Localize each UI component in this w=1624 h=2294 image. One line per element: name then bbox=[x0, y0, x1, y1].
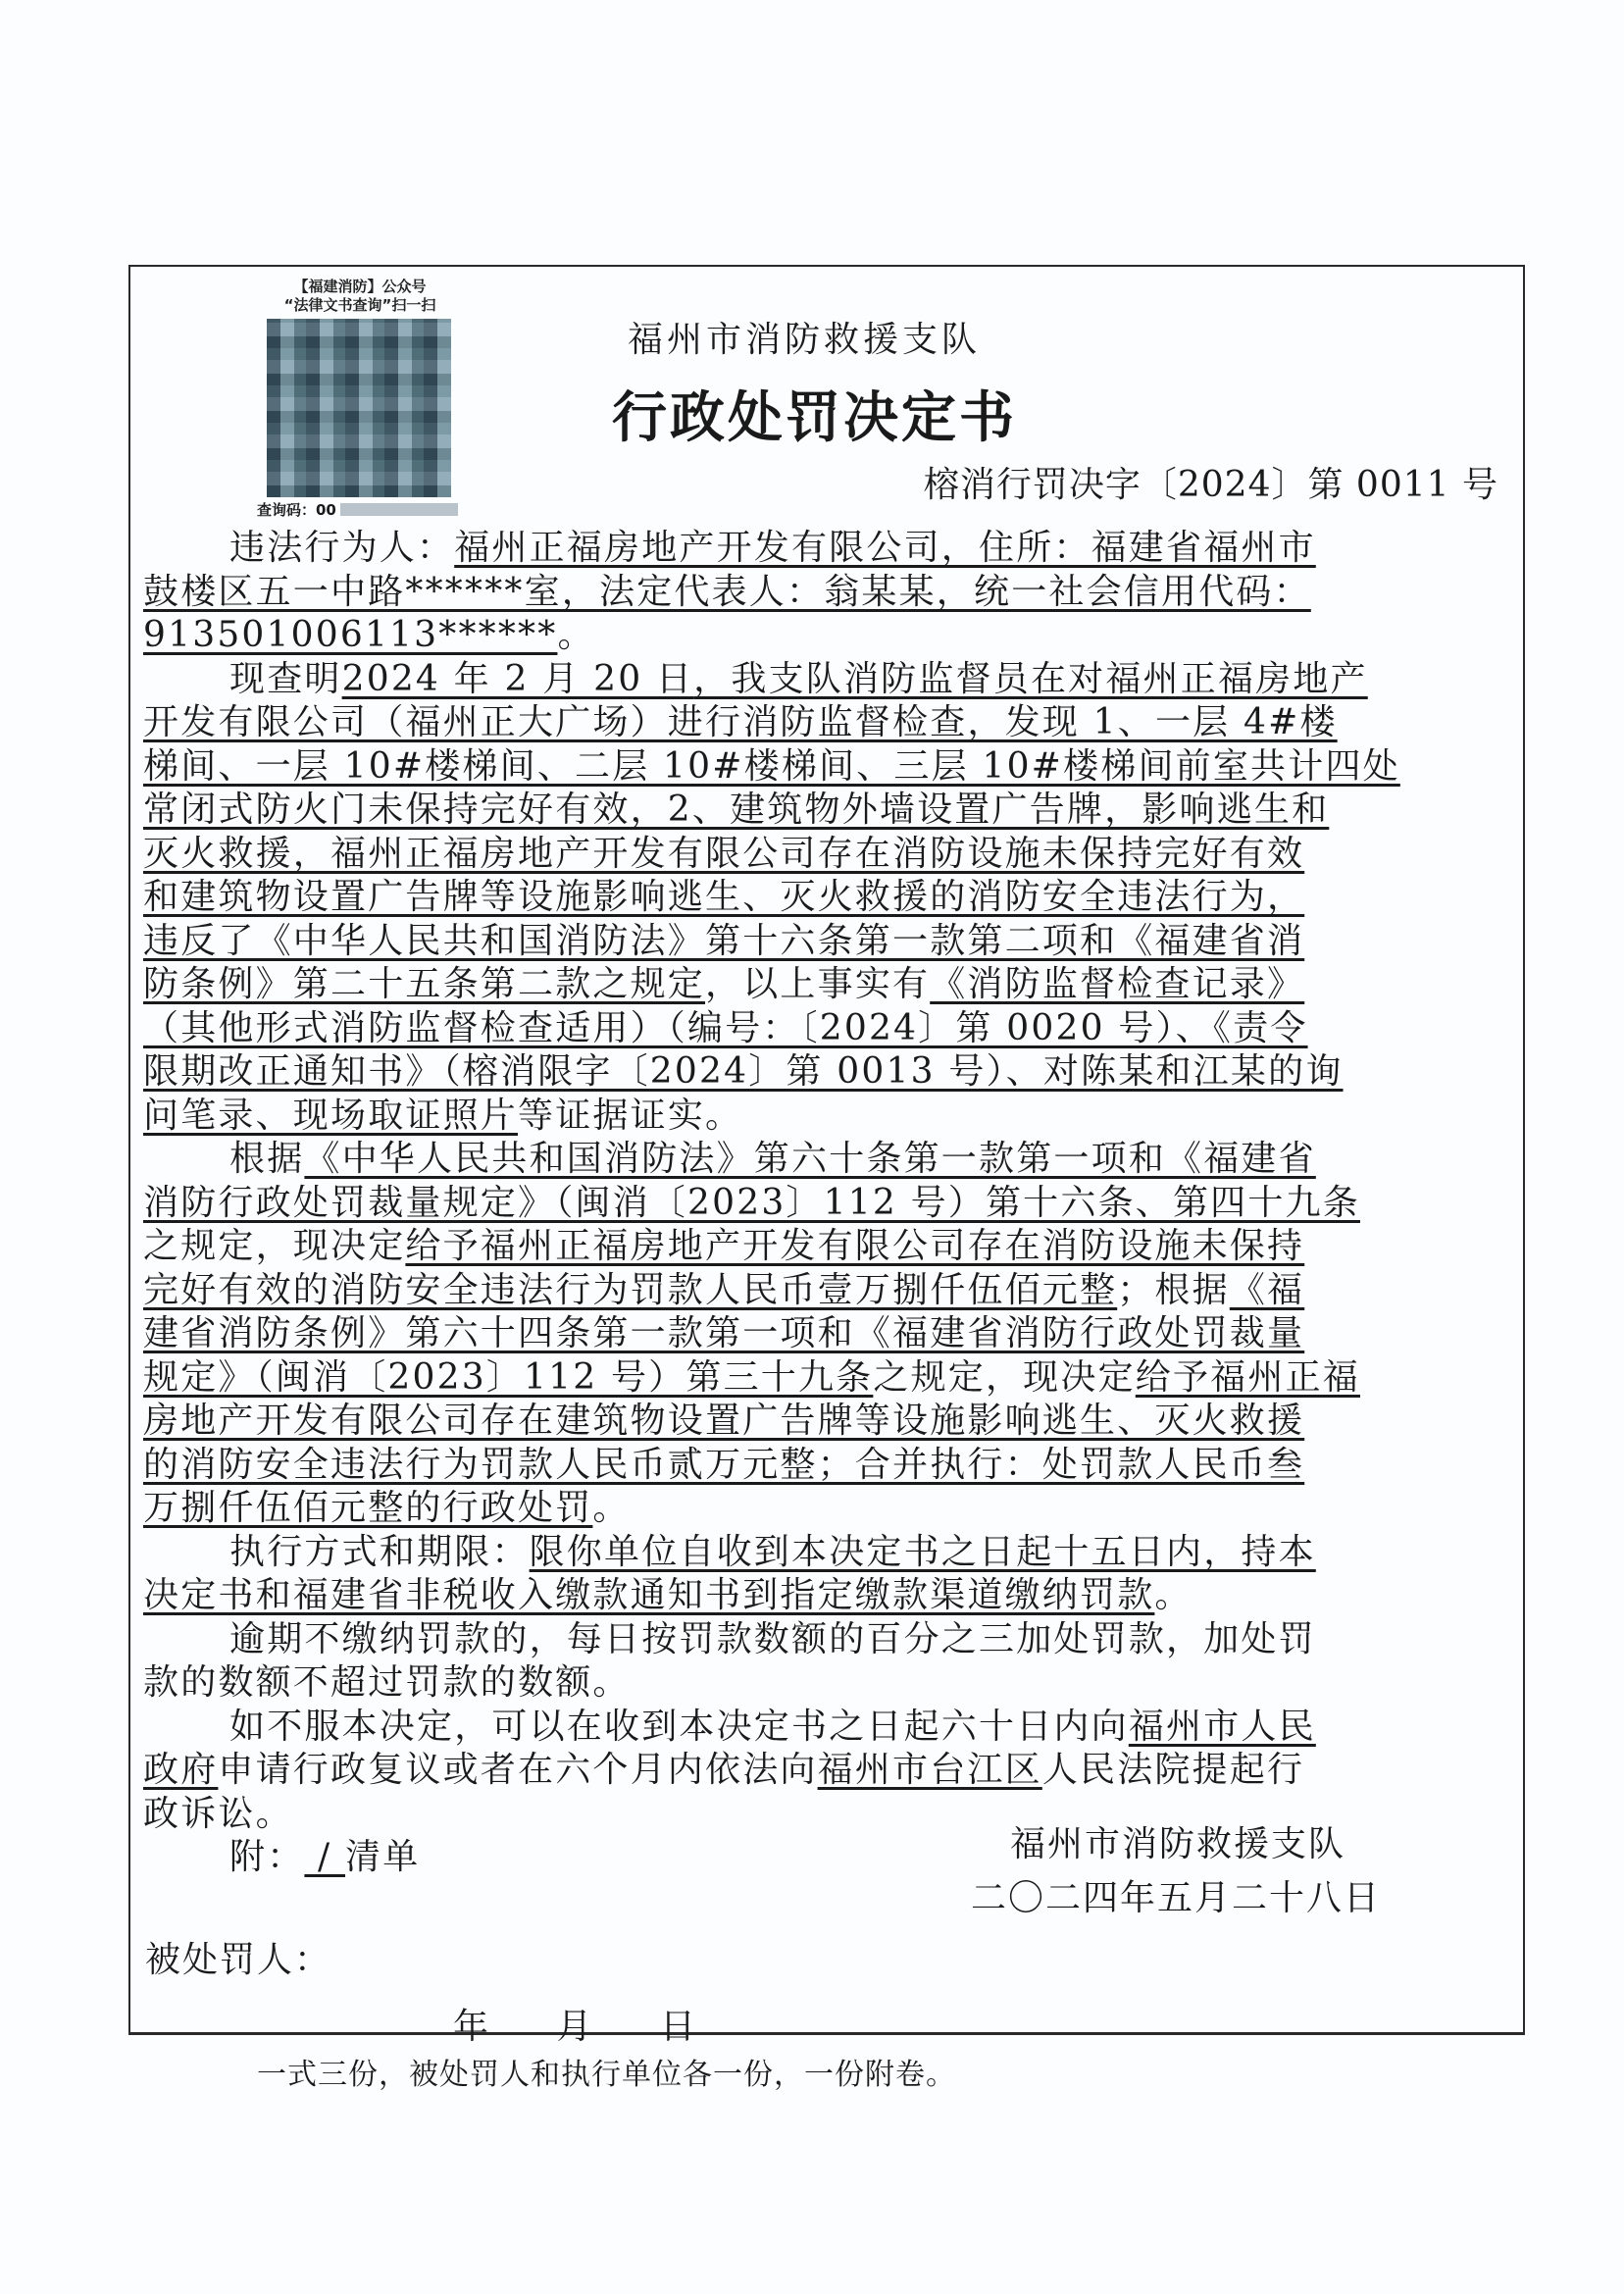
qr-code-icon[interactable] bbox=[267, 319, 451, 497]
body-line bbox=[143, 1225, 1516, 1269]
body-text-segment: 之规定，现决定 bbox=[873, 1356, 1136, 1398]
underlined-text: 防条例》第二十五条第二款之规定 bbox=[143, 964, 706, 1004]
body-line bbox=[143, 571, 1516, 615]
underlined-text: 给予福州正福房地产开发有限公司存在消防设施未保持 bbox=[405, 1226, 1305, 1266]
underlined-text: 的消防安全违法行为罚款人民币贰万元整；合并执行：处罚款人民币叁 bbox=[143, 1444, 1305, 1485]
body-text-segment: 。 bbox=[592, 1488, 631, 1528]
body-line bbox=[143, 1050, 1516, 1095]
body-text-segment: 逾期不缴纳罚款的，每日按罚款数额的百分之三加处罚款，加处罚 bbox=[229, 1618, 1316, 1659]
body-line bbox=[143, 1487, 1516, 1531]
body-line bbox=[143, 1269, 1516, 1313]
underlined-text: 建省消防条例》第六十四条第一款第一项和《福建省消防行政处罚裁量 bbox=[143, 1313, 1305, 1353]
underlined-text: 2024 年 2 月 20 日 bbox=[341, 658, 694, 699]
underlined-text: 梯间、一层 10#楼梯间、二层 10#楼梯间、三层 10#楼梯间前室共计四处 bbox=[143, 745, 1400, 787]
body-line bbox=[143, 1312, 1516, 1356]
underlined-text: 违反了《中华人民共和国消防法》第十六条第一款第二项和《福建省消 bbox=[143, 920, 1305, 961]
body-line bbox=[143, 1400, 1516, 1444]
qr-query-code bbox=[257, 499, 463, 520]
signature-block bbox=[971, 1816, 1382, 1920]
body-line bbox=[143, 1574, 1516, 1618]
recipient-date bbox=[453, 1999, 752, 2049]
body-text-segment: ，以上事实有 bbox=[705, 964, 931, 1004]
underlined-text: 常闭式防火门未保持完好有效，2、建筑物外墙设置广告牌，影响逃生和 bbox=[143, 790, 1330, 830]
body-line bbox=[143, 1618, 1516, 1662]
body-line bbox=[143, 1182, 1516, 1226]
body-line bbox=[143, 1444, 1516, 1488]
underlined-text: 《中华人民共和国消防法》第六十条第一款第一项和《福建省 bbox=[304, 1139, 1316, 1179]
body-text-segment: 款的数额不超过罚款的数额。 bbox=[143, 1662, 631, 1703]
underlined-text: 灭火救援，福州正福房地产开发有限公司存在消防设施未保持完好有效 bbox=[143, 833, 1305, 874]
body-text-segment: ；根据 bbox=[1117, 1269, 1230, 1310]
underlined-text: 限你单位自收到本决定书之日起十五日内，持本 bbox=[529, 1531, 1316, 1572]
underlined-text: 913501006113****** bbox=[143, 615, 558, 655]
underlined-text: 完好有效的消防安全违法行为罚款人民币壹万捌仟伍佰元整 bbox=[143, 1269, 1118, 1310]
underlined-text: 给予福州正福 bbox=[1135, 1356, 1360, 1398]
body-line bbox=[143, 1356, 1516, 1401]
underlined-text: 福州正福房地产开发有限公司，住所：福建省福州市 bbox=[454, 528, 1316, 568]
body-line bbox=[143, 1007, 1516, 1051]
underlined-text: 福州市台江区 bbox=[817, 1750, 1042, 1790]
decision-body bbox=[143, 527, 1516, 1880]
underlined-text: 问笔录、现场取证照片 bbox=[143, 1095, 519, 1136]
body-text-segment: 。 bbox=[557, 615, 595, 655]
recipient-date-day: 日 bbox=[659, 2007, 695, 2047]
body-line bbox=[143, 1749, 1516, 1793]
underlined-text: 限期改正通知书》（榕消限字〔2024〕第 0013 号）、对陈某和江某的询 bbox=[143, 1051, 1344, 1092]
body-text-segment: 执行方式和期限： bbox=[229, 1531, 530, 1572]
body-line bbox=[143, 833, 1516, 877]
qr-caption-line1: 【福建消防】公众号 bbox=[293, 278, 427, 295]
document-number: 榕消行罚决字〔2024〕第 0011 号 bbox=[923, 465, 1498, 505]
underlined-text: 政府 bbox=[143, 1750, 219, 1790]
body-line bbox=[143, 527, 1516, 571]
body-line bbox=[143, 963, 1516, 1007]
underlined-text: 《消防监督检查记录》 bbox=[930, 964, 1305, 1004]
qr-caption-line2: “法律文书查询”扫一扫 bbox=[283, 296, 436, 314]
body-text-segment: 如不服本决定，可以在收到本决定书之日起六十日内向 bbox=[229, 1706, 1129, 1747]
underlined-text: 决定书和福建省非税收入缴款通知书到指定缴款渠道缴纳罚款 bbox=[143, 1575, 1155, 1615]
body-line bbox=[143, 614, 1516, 658]
body-text-segment: 等证据证实。 bbox=[518, 1095, 743, 1136]
body-line bbox=[143, 1661, 1516, 1706]
body-text-segment: 之规定，现决定 bbox=[143, 1226, 406, 1266]
body-text-segment: 申请行政复议或者在六个月内依法向 bbox=[218, 1750, 818, 1790]
body-text-segment: 政诉讼。 bbox=[143, 1793, 293, 1834]
underlined-text: ，我支队消防监督员在对福州正福房地产 bbox=[693, 658, 1368, 699]
body-text-segment: 。 bbox=[1154, 1575, 1193, 1615]
underlined-text: 《福 bbox=[1229, 1269, 1305, 1310]
body-line bbox=[143, 876, 1516, 920]
qr-block bbox=[257, 278, 463, 520]
body-line bbox=[143, 1531, 1516, 1575]
body-text-segment: 清单 bbox=[345, 1837, 421, 1877]
body-text-segment: 违法行为人： bbox=[229, 528, 455, 568]
copies-footnote: 一式三份，被处罚人和执行单位各一份，一份附卷。 bbox=[257, 2058, 956, 2092]
document-title: 行政处罚决定书 bbox=[612, 385, 1017, 450]
redacted-mask bbox=[340, 503, 458, 516]
underlined-text: 房地产开发有限公司存在建筑物设置广告牌等设施影响逃生、灭火救援 bbox=[143, 1401, 1305, 1441]
body-line bbox=[143, 1095, 1516, 1139]
recipient-label: 被处罚人： bbox=[145, 1940, 332, 1980]
body-line bbox=[143, 745, 1516, 790]
underlined-text: 开发有限公司（福州正大广场）进行消防监督检查，发现 1、一层 4#楼 bbox=[143, 702, 1338, 742]
body-line bbox=[143, 1706, 1516, 1750]
body-text-segment: 现查明 bbox=[229, 658, 342, 699]
underlined-text: / bbox=[304, 1837, 346, 1877]
body-line bbox=[143, 789, 1516, 833]
body-text-segment: 人民法院提起行 bbox=[1041, 1750, 1305, 1790]
underlined-text: 规定》（闽消〔2023〕112 号）第三十九条 bbox=[143, 1356, 874, 1398]
body-line bbox=[143, 701, 1516, 745]
signature-agency: 福州市消防救援支队 bbox=[1010, 1824, 1346, 1864]
underlined-text: 万捌仟伍佰元整的行政处罚 bbox=[143, 1488, 593, 1528]
body-line bbox=[143, 920, 1516, 964]
underlined-text: 鼓楼区五一中路******室，法定代表人：翁某某，统一社会信用代码： bbox=[143, 571, 1311, 612]
recipient-date-month: 月 bbox=[556, 2007, 592, 2047]
body-line bbox=[143, 658, 1516, 702]
body-text-segment: 附： bbox=[229, 1837, 305, 1877]
underlined-text: （其他形式消防监督检查适用）（编号：〔2024〕第 0020 号）、《责令 bbox=[143, 1007, 1308, 1048]
qr-query-label: 查询码：00 bbox=[257, 501, 336, 519]
recipient-date-year: 年 bbox=[453, 2007, 489, 2047]
issuing-agency: 福州市消防救援支队 bbox=[628, 320, 982, 360]
body-line bbox=[143, 1138, 1516, 1182]
body-text-segment: 根据 bbox=[229, 1139, 305, 1179]
underlined-text: 福州市人民 bbox=[1128, 1706, 1316, 1747]
signature-date: 二〇二四年五月二十八日 bbox=[971, 1878, 1382, 1918]
underlined-text: 和建筑物设置广告牌等设施影响逃生、灭火救援的消防安全违法行为， bbox=[143, 877, 1305, 917]
underlined-text: 消防行政处罚裁量规定》（闽消〔2023〕112 号）第十六条、第四十九条 bbox=[143, 1182, 1360, 1223]
